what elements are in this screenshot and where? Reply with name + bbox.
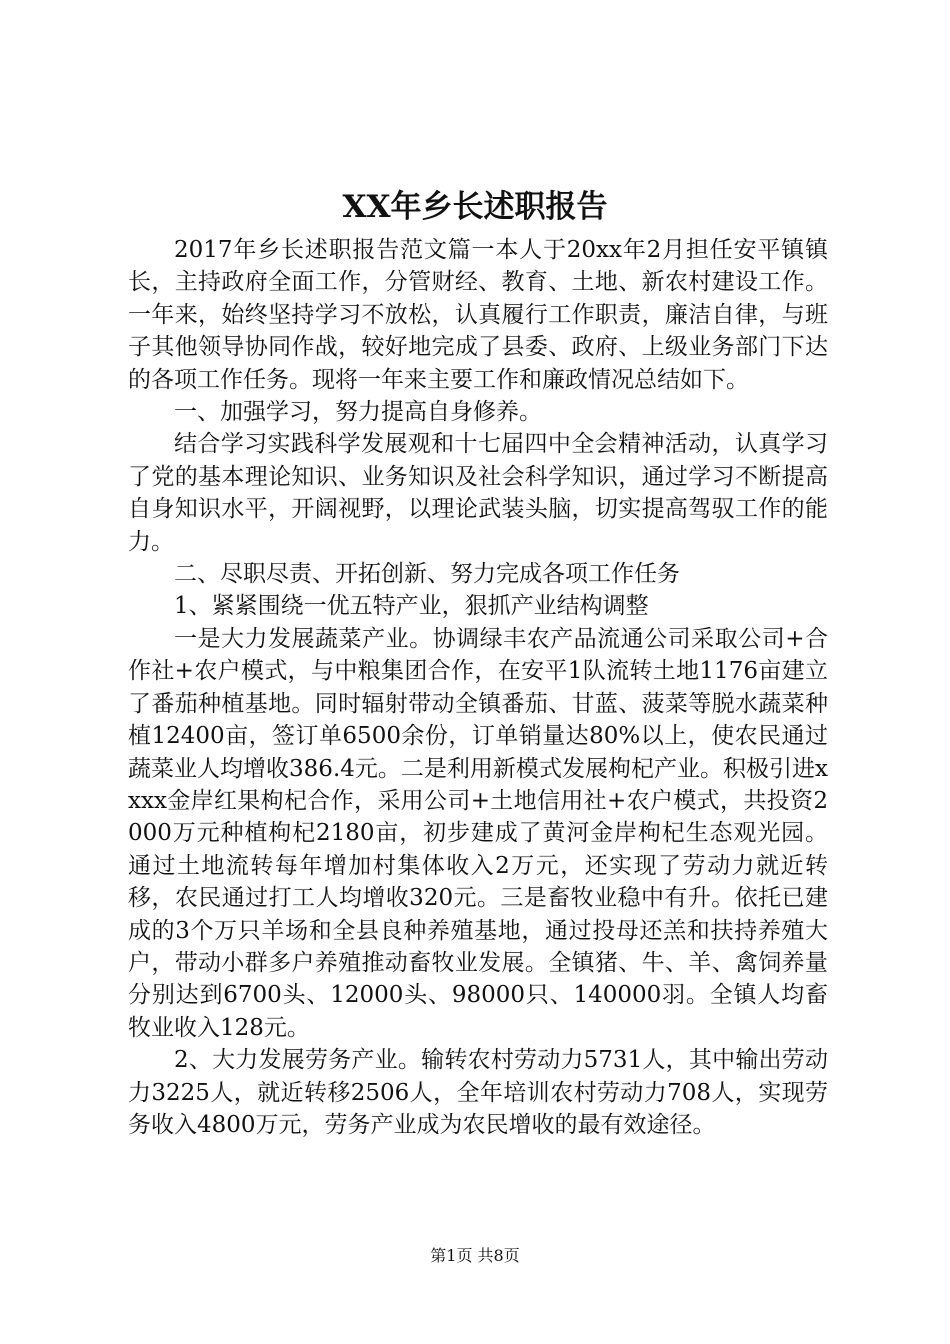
section-heading: 二、尽职尽责、开拓创新、努力完成各项工作任务 bbox=[174, 561, 680, 588]
section-heading: 一、加强学习，努力提高自身修养。 bbox=[174, 399, 542, 426]
page-footer: 第1页 共8页 bbox=[430, 1246, 520, 1265]
paragraph: 2017年乡长述职报告范文篇一本人于20xx年2月担任安平镇镇长，主持政府全面工作，分管财经、教育、土地、新农村建设工作。一年来，始终坚持学习不放松，认真履行工作职责，廉洁自律，与班子其他领导协同作战，较好地完成了县委、政府、上级业务部门下达的各项工作任务。现将一年来主要工作和廉政情况总结如下。 bbox=[128, 237, 828, 393]
paragraph: 一是大力发展蔬菜产业。协调绿丰农产品流通公司采取公司+合作社+农户模式，与中粮集团合作，在安平1队流转土地1176亩建立了番茄种植基地。同时辐射带动全镇番茄、甘蓝、菠菜等脱水蔬菜种植12400亩，签订单6500余份，订单销量达80%以上，使农民通过蔬菜业人均增收386.4元。二是利用新模式发展枸杞产业。积极引进xxxx金岸红果枸杞合作，采用公司+土地信用社+农户模式，共投资2000万元种植枸杞2180亩，初步建成了黄河金岸枸杞生态观光园。通过土地流转每年增加村集体收入2万元，还实现了劳动力就近转移，农民通过打工人均增收320元。三是畜牧业稳中有升。依托已建成的3个万只羊场和全县良种养殖基地，通过投母还羔和扶持养殖大户，带动小群多户养殖推动畜牧业发展。全镇猪、牛、羊、禽饲养量分别达到6700头、12000头、98000只、140000羽。全镇人均畜牧业收入128元。 bbox=[128, 625, 828, 1041]
paragraph: 2、大力发展劳务产业。输转农村劳动力5731人，其中输出劳动力3225人，就近转移2506人，全年培训农村劳动力708人，实现劳务收入4800万元，劳务产业成为农民增收的最有效途径。 bbox=[128, 1047, 828, 1138]
subsection-heading: 1、紧紧围绕一优五特产业，狠抓产业结构调整 bbox=[174, 593, 649, 620]
paragraph: 结合学习实践科学发展观和十七届四中全会精神活动，认真学习了党的基本理论知识、业务知识及社会科学知识，通过学习不断提高自身知识水平，开阔视野，以理论武装头脑，切实提高驾驭工作的能力。 bbox=[128, 431, 828, 555]
page-title: XX年乡长述职报告 bbox=[342, 189, 608, 225]
document-body bbox=[128, 234, 828, 1141]
